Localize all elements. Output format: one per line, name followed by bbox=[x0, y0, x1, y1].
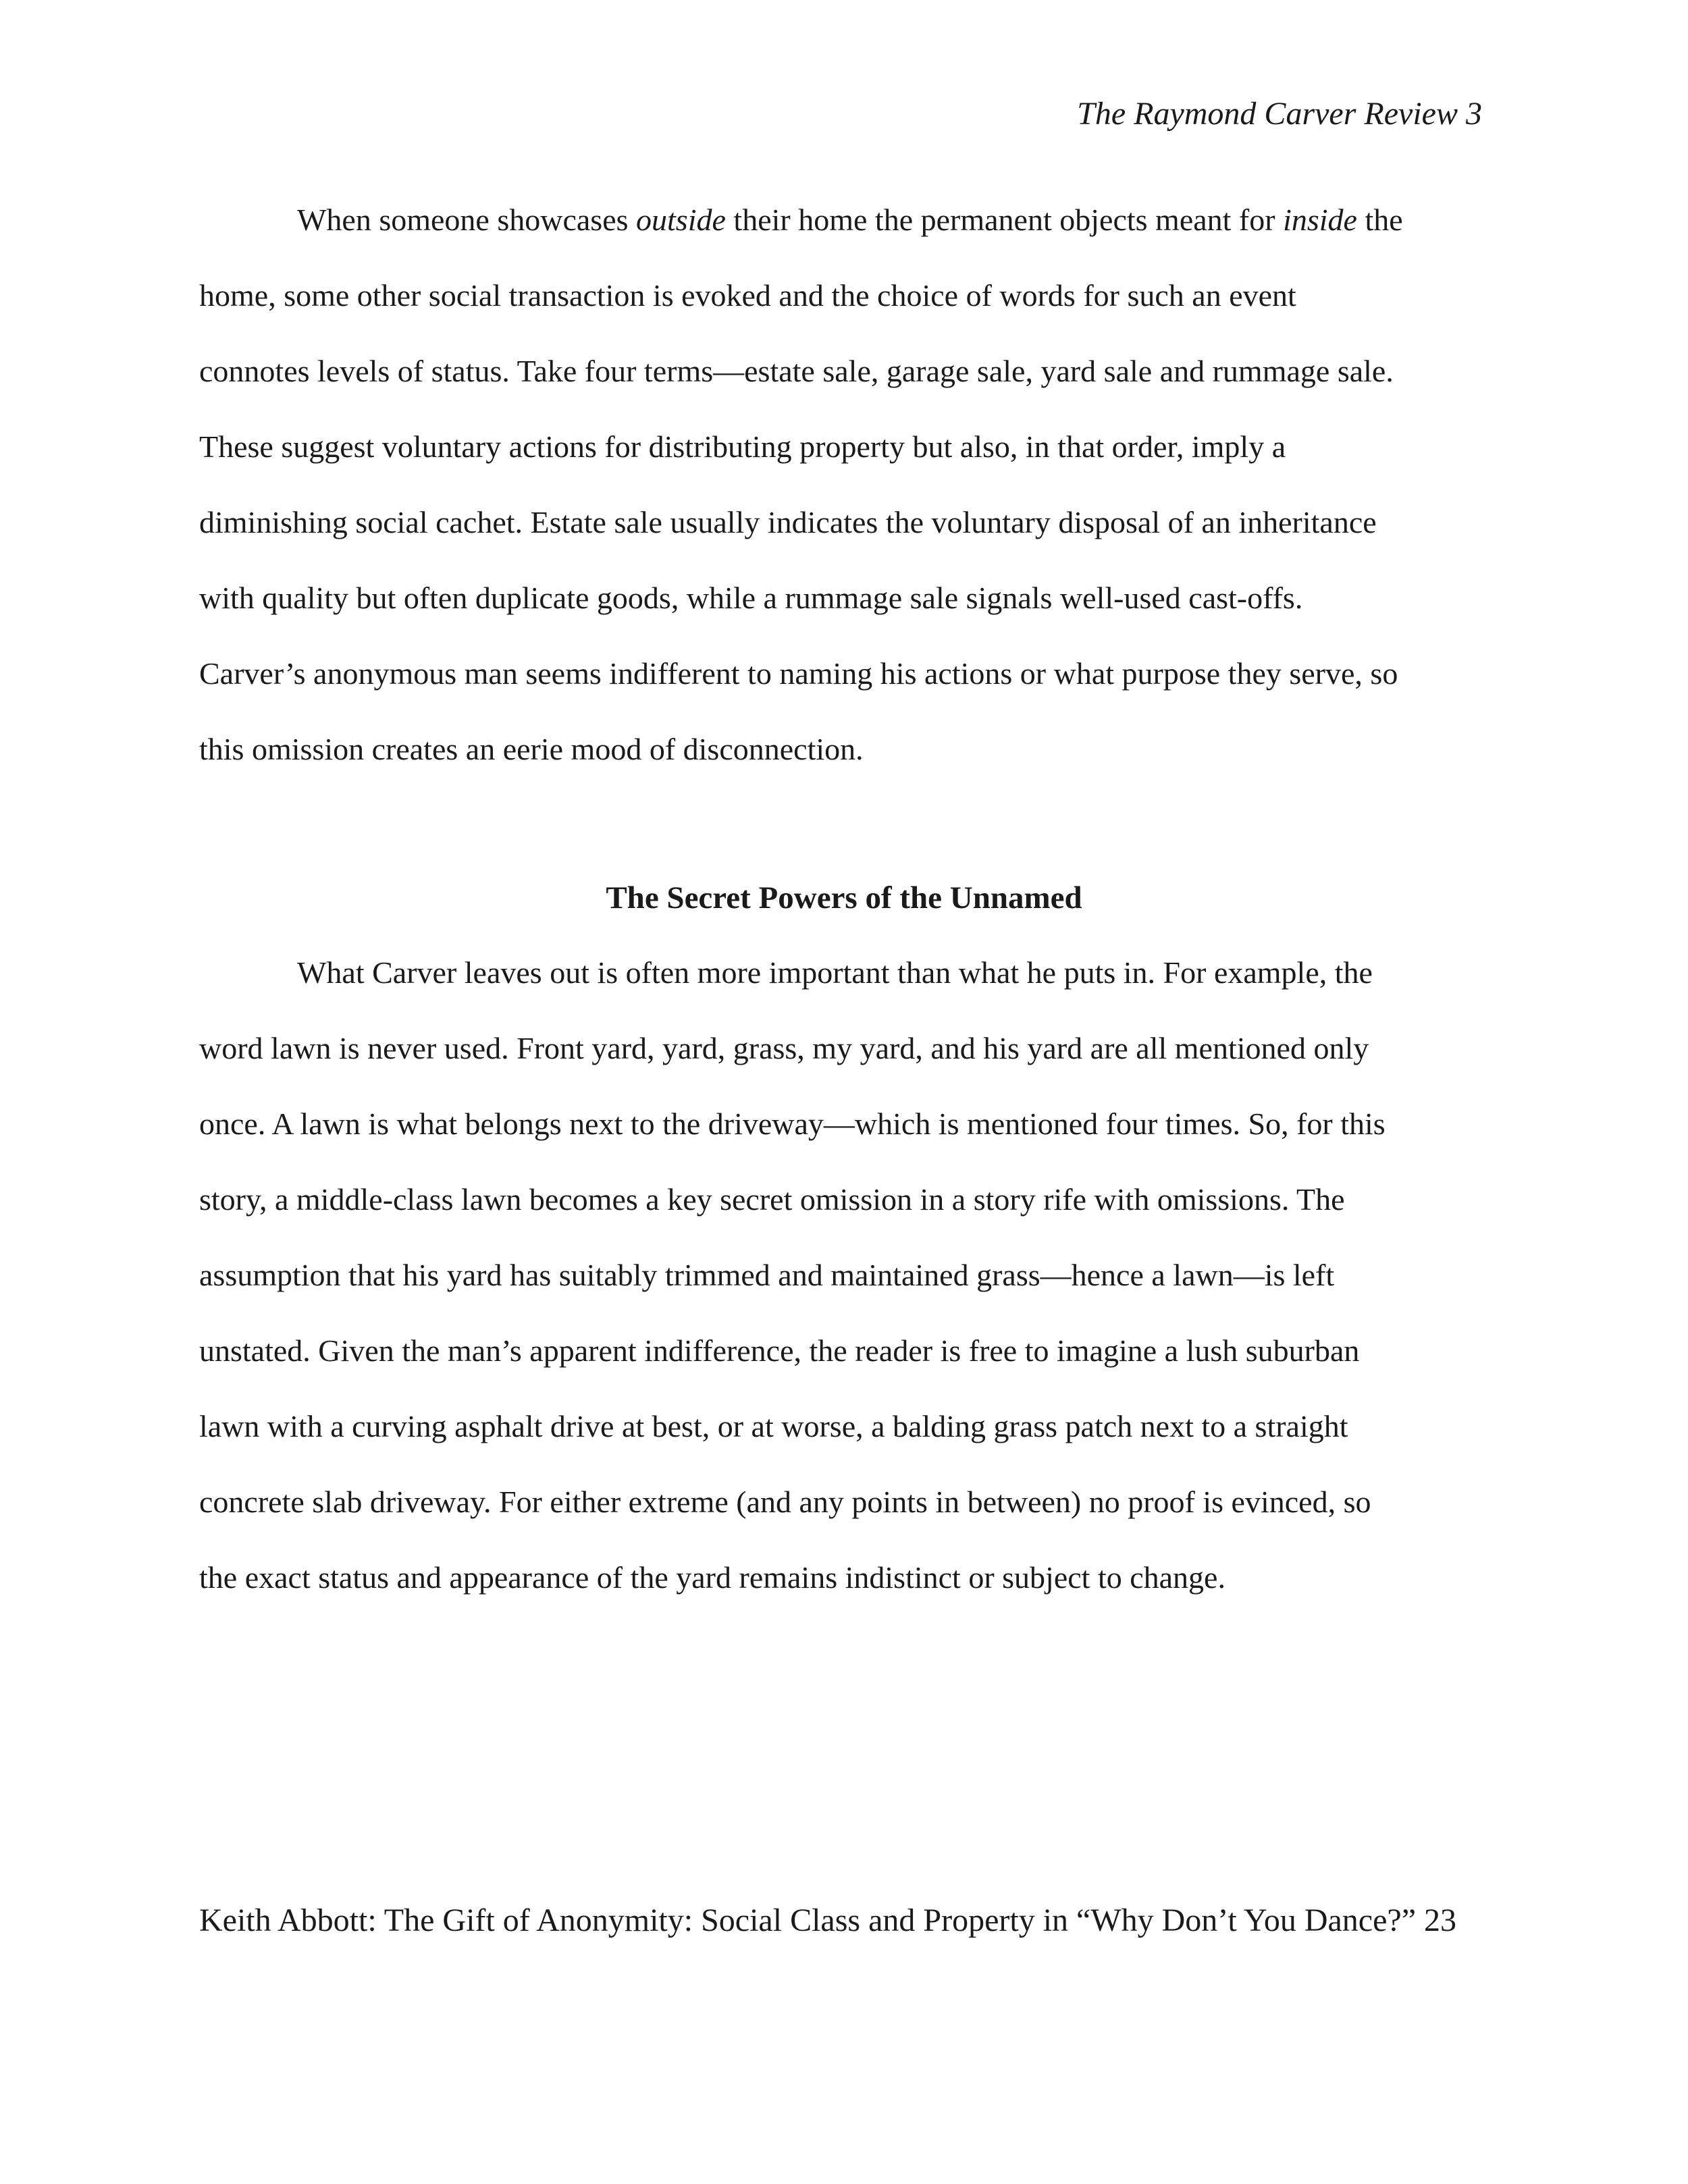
page-footer: Keith Abbott: The Gift of Anonymity: Social Class and Property in “Why Don’t You Dance?” 23 bbox=[199, 1902, 1457, 1938]
emphasis-inside: inside bbox=[1283, 203, 1357, 237]
paragraph-1-line: diminishing social cachet. Estate sale usually indicates the voluntary disposal of an inheritance bbox=[199, 505, 1377, 539]
paragraph-2-line: unstated. Given the man’s apparent indifference, the reader is free to imagine a lush suburban bbox=[199, 1333, 1360, 1368]
paragraph-2-line: word lawn is never used. Front yard, yard, grass, my yard, and his yard are all mentioned only bbox=[199, 1031, 1369, 1065]
paragraph-2-line: What Carver leaves out is often more important than what he puts in. For example, the bbox=[297, 955, 1373, 990]
paragraph-1-line: connotes levels of status. Take four terms—estate sale, garage sale, yard sale and rummage sale. bbox=[199, 354, 1394, 388]
paragraph-1-line: Carver’s anonymous man seems indifferent to naming his actions or what purpose they serve, so bbox=[199, 656, 1398, 691]
paragraph-1-line: These suggest voluntary actions for distributing property but also, in that order, imply a bbox=[199, 429, 1286, 464]
paragraph-1-line: with quality but often duplicate goods, while a rummage sale signals well-used cast-offs. bbox=[199, 581, 1303, 615]
paragraph-2-line: assumption that his yard has suitably trimmed and maintained grass—hence a lawn—is left bbox=[199, 1258, 1335, 1292]
paragraph-1-line: home, some other social transaction is evoked and the choice of words for such an event bbox=[199, 278, 1296, 313]
paragraph-2-line: concrete slab driveway. For either extreme (and any points in between) no proof is evinced, so bbox=[199, 1485, 1371, 1519]
paragraph-1-line: When someone showcases outside their home the permanent objects meant for inside the bbox=[297, 203, 1403, 237]
paragraph-2-line: story, a middle-class lawn becomes a key secret omission in a story rife with omissions. The bbox=[199, 1182, 1345, 1217]
paragraph-2-line: the exact status and appearance of the yard remains indistinct or subject to change. bbox=[199, 1560, 1225, 1595]
paragraph-1-line: this omission creates an eerie mood of disconnection. bbox=[199, 732, 864, 766]
section-heading: The Secret Powers of the Unnamed bbox=[606, 880, 1082, 915]
paragraph-2-line: lawn with a curving asphalt drive at best, or at worse, a balding grass patch next to a straight bbox=[199, 1409, 1348, 1443]
running-head: The Raymond Carver Review 3 bbox=[1077, 96, 1482, 132]
emphasis-outside: outside bbox=[636, 203, 726, 237]
paragraph-2-line: once. A lawn is what belongs next to the driveway—which is mentioned four times. So, for this bbox=[199, 1107, 1386, 1141]
